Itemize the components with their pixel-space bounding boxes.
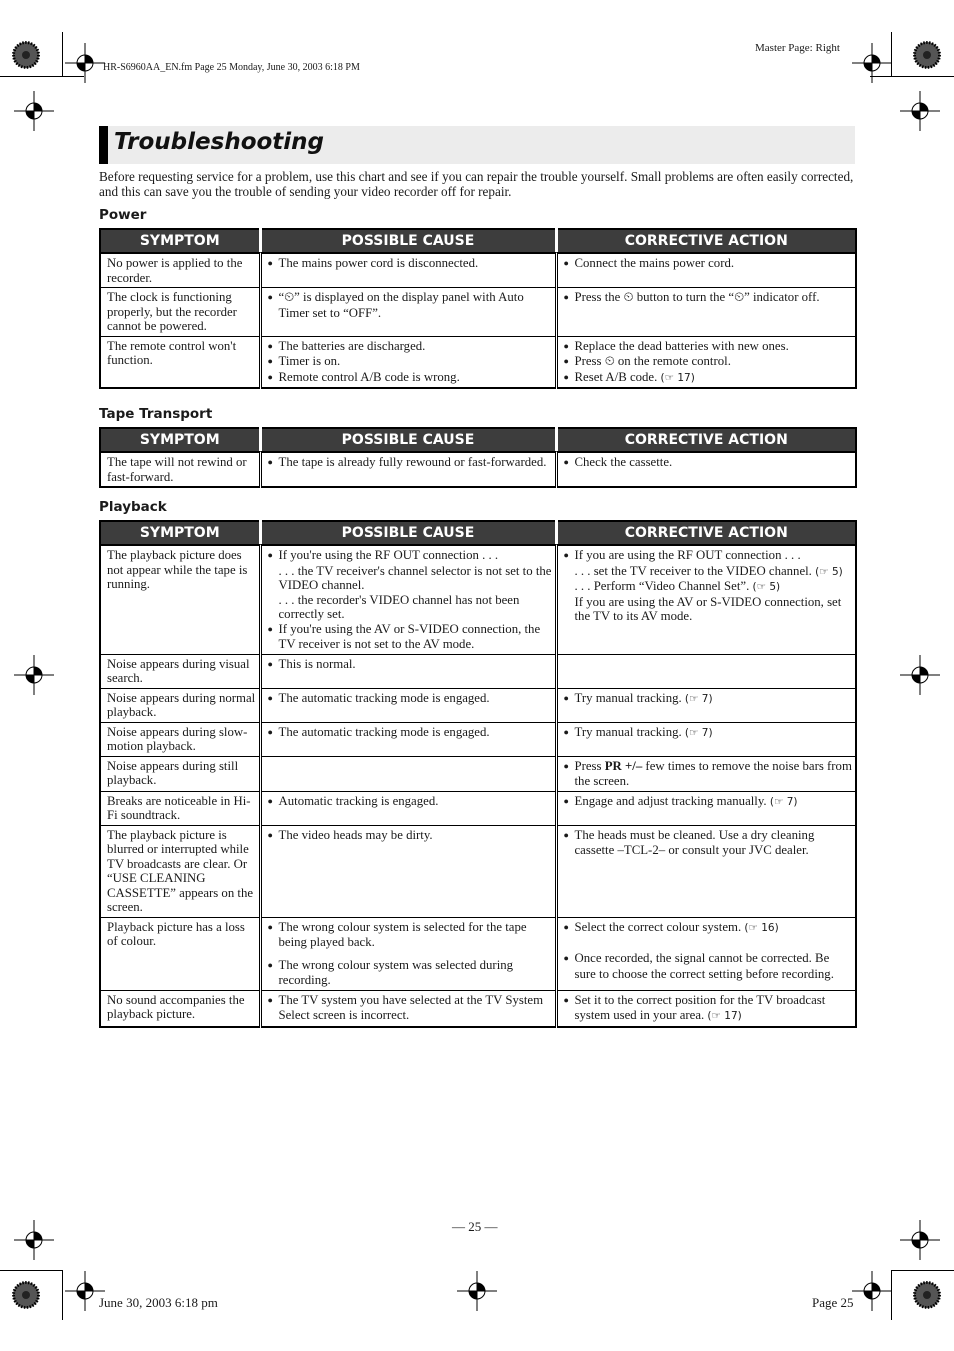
item-text: The batteries are discharged. [278, 338, 426, 353]
bullet-item [564, 548, 853, 564]
crosshair-icon [900, 1220, 940, 1260]
bullet-item [564, 290, 853, 306]
item-text: Remote control A/B code is wrong. [278, 369, 460, 384]
page-title: Troubleshooting [114, 129, 325, 155]
bullet-item [564, 370, 853, 386]
item-text: few times to remove the noise bars from the screen. [574, 758, 852, 788]
spacer [268, 950, 552, 958]
bullet-item [564, 455, 853, 471]
spacer [564, 943, 853, 951]
bullet-item [268, 920, 552, 950]
cause-cell [260, 452, 556, 487]
cause-cell [260, 545, 556, 654]
item-text: “⏲” is displayed on the display panel with Auto Timer set to “OFF”. [278, 290, 524, 320]
item-text: Try manual tracking. [574, 724, 682, 739]
crosshair-icon [900, 655, 940, 695]
page-reference: (☞ 7) [769, 795, 798, 808]
symptom-cell: No power is applied to the recorder. [100, 253, 260, 288]
item-text: Connect the mains power cord. [574, 256, 735, 270]
crosshair-icon [852, 1271, 892, 1311]
item-text: Once recorded, the signal cannot be corrected. Be sure to choose the correct setting before recording. [574, 951, 834, 981]
cause-cell [260, 336, 556, 388]
item-text: Engage and adjust tracking manually. [574, 793, 767, 808]
cause-cell [260, 654, 556, 688]
bullet-item [268, 370, 552, 386]
item-text: The video heads may be dirty. [278, 827, 433, 842]
action-cell [556, 654, 856, 688]
item-text: The automatic tracking mode is engaged. [278, 690, 490, 705]
bullet-item [564, 993, 853, 1024]
spacer [564, 935, 853, 943]
action-cell [556, 452, 856, 487]
bullet-item [564, 339, 853, 355]
item-text: . . . the TV receiver's channel selector is not set to the VIDEO channel. [278, 563, 552, 592]
bullet-item [268, 622, 552, 652]
column-header-action: CORRECTIVE ACTION [556, 229, 856, 253]
item-text: Reset A/B code. [574, 369, 658, 384]
page-number: — 25 — [452, 1219, 498, 1234]
page-reference: (☞ 5) [752, 581, 781, 593]
table-playback [99, 520, 857, 1028]
bullet-item [268, 256, 552, 272]
bullet-item [564, 920, 853, 936]
column-header-action: CORRECTIVE ACTION [556, 521, 856, 545]
item-text: Try manual tracking. [574, 690, 682, 705]
action-cell [556, 722, 856, 756]
table-row [100, 336, 856, 388]
color-target-icon [12, 41, 40, 69]
crosshair-icon [65, 43, 105, 83]
button-name: PR +/– [604, 758, 643, 773]
action-cell [556, 990, 856, 1027]
item-text: Press the ⏲ button to turn the “⏲” indicator off. [574, 290, 820, 304]
item-text: . . . the recorder's VIDEO channel has not been correctly set. [278, 592, 520, 621]
bullet-item [564, 828, 853, 858]
item-text: The TV system you have selected at the TV System Select screen is incorrect. [278, 992, 544, 1022]
footer-page: Page 25 [812, 1295, 854, 1310]
table-row [100, 825, 856, 917]
symptom-cell: No sound accompanies the playback picture. [100, 990, 260, 1027]
crosshair-icon [457, 1271, 497, 1311]
symptom-cell: Breaks are noticeable in Hi-Fi soundtrack. [100, 791, 260, 825]
table-row [100, 253, 856, 288]
bullet-item [564, 691, 853, 707]
column-header-cause: POSSIBLE CAUSE [260, 521, 556, 545]
cause-cell [260, 288, 556, 337]
color-target-icon [913, 41, 941, 69]
item-text: This is normal. [278, 656, 356, 671]
item-text: Set it to the correct position for the TV broadcast system used in your area. [574, 992, 826, 1022]
bullet-item [564, 725, 853, 741]
item-text: Select the correct colour system. [574, 919, 742, 934]
page-reference: (☞ 7) [684, 726, 713, 739]
continuation-line [564, 595, 853, 624]
header-row [100, 521, 856, 545]
bullet-item [268, 691, 552, 707]
symptom-cell: Noise appears during visual search. [100, 654, 260, 688]
page-reference: (☞ 7) [684, 692, 713, 705]
bullet-item [268, 339, 552, 355]
page-reference: (☞ 17) [707, 1010, 742, 1022]
cause-cell [260, 722, 556, 756]
table-row [100, 791, 856, 825]
bullet-item [268, 725, 552, 741]
column-header-symptom: SYMPTOM [100, 229, 260, 253]
cause-cell [260, 756, 556, 791]
table-row [100, 452, 856, 487]
table-tape-transport [99, 427, 857, 488]
crosshair-icon [852, 43, 892, 83]
item-text: The automatic tracking mode is engaged. [278, 724, 490, 739]
symptom-cell: The clock is functioning properly, but the recorder cannot be powered. [100, 288, 260, 337]
color-target-icon [12, 1281, 40, 1309]
action-cell [556, 825, 856, 917]
section-title-tape-transport: Tape Transport [99, 406, 213, 422]
table-row [100, 917, 856, 990]
crosshair-icon [14, 91, 54, 131]
header-row [100, 229, 856, 253]
symptom-cell: Playback picture has a loss of colour. [100, 917, 260, 990]
column-header-symptom: SYMPTOM [100, 428, 260, 452]
page-reference: (☞ 16) [744, 921, 779, 934]
cause-cell [260, 917, 556, 990]
title-block-marker [99, 126, 108, 164]
symptom-cell: The playback picture does not appear while the tape is running. [100, 545, 260, 654]
symptom-cell: Noise appears during slow-motion playback. [100, 722, 260, 756]
title-bar [99, 126, 855, 164]
cause-cell [260, 791, 556, 825]
action-cell [556, 545, 856, 654]
item-text: If you're using the RF OUT connection . . . [278, 548, 499, 562]
item-text: The wrong colour system was selected during recording. [278, 957, 514, 987]
table-row [100, 722, 856, 756]
cause-cell [260, 253, 556, 288]
item-text: If you're using the AV or S-VIDEO connection, the TV receiver is not set to the AV mode. [278, 621, 541, 651]
item-text: The tape is already fully rewound or fast-forwarded. [278, 455, 547, 469]
color-target-icon [913, 1281, 941, 1309]
item-text: . . . set the TV receiver to the VIDEO channel. [574, 563, 812, 578]
table-row [100, 756, 856, 791]
symptom-cell: The tape will not rewind or fast-forward. [100, 452, 260, 487]
column-header-action: CORRECTIVE ACTION [556, 428, 856, 452]
symptom-cell: Noise appears during normal playback. [100, 688, 260, 722]
table-row [100, 990, 856, 1027]
table-row [100, 545, 856, 654]
item-text: The mains power cord is disconnected. [278, 256, 479, 270]
item-text: Check the cassette. [574, 455, 673, 469]
bullet-item [564, 759, 853, 789]
bullet-item [564, 354, 853, 370]
symptom-cell: The remote control won't function. [100, 336, 260, 388]
bullet-item [564, 794, 853, 810]
bullet-item [268, 548, 552, 564]
header-row [100, 428, 856, 452]
bullet-item [268, 828, 552, 844]
table-row [100, 654, 856, 688]
item-prefix: Press [574, 758, 605, 773]
section-title-power: Power [99, 207, 147, 223]
master-page-label: Master Page: Right [755, 42, 840, 54]
page-reference: (☞ 5) [815, 565, 843, 578]
section-title-playback: Playback [99, 499, 167, 515]
action-cell [556, 688, 856, 722]
table-row [100, 288, 856, 337]
page-reference: (☞ 17) [660, 371, 695, 384]
cause-cell [260, 825, 556, 917]
action-cell [556, 756, 856, 791]
action-cell [556, 288, 856, 337]
bullet-item [268, 794, 552, 810]
symptom-cell: The playback picture is blurred or interrupted while TV broadcasts are clear. Or “USE CLEANING CASSETTE” appears on the screen. [100, 825, 260, 917]
item-text: Automatic tracking is engaged. [278, 793, 439, 808]
bullet-item [268, 993, 552, 1023]
item-text: Press ⏲ on the remote control. [574, 354, 731, 368]
intro-paragraph: Before requesting service for a problem, use this chart and see if you can repair the trouble yourself. Small problems are often easily corrected, and this can save you the trouble of sending your video recorder off for repair. [99, 169, 854, 199]
bullet-item [268, 354, 552, 370]
action-cell [556, 791, 856, 825]
footer-date: June 30, 2003 6:18 pm [99, 1295, 218, 1310]
bullet-item [268, 290, 552, 320]
action-cell [556, 917, 856, 990]
crosshair-icon [900, 91, 940, 131]
column-header-symptom: SYMPTOM [100, 521, 260, 545]
crosshair-icon [14, 655, 54, 695]
cause-cell [260, 990, 556, 1027]
continuation-line [564, 564, 853, 580]
bullet-item [564, 951, 853, 981]
crosshair-icon [14, 1220, 54, 1260]
item-text: Replace the dead batteries with new ones. [574, 338, 789, 353]
bullet-item [268, 657, 552, 673]
action-cell [556, 336, 856, 388]
item-text: If you are using the RF OUT connection . . . [574, 548, 801, 562]
item-text: The wrong colour system is selected for the tape being played back. [278, 919, 527, 949]
continuation-line [564, 579, 853, 595]
table-power [99, 228, 857, 389]
item-text: If you are using the AV or S-VIDEO connection, set the TV to its AV mode. [574, 594, 842, 623]
file-info: HR-S6960AA_EN.fm Page 25 Monday, June 30, 2003 6:18 PM [103, 62, 360, 73]
item-text: The heads must be cleaned. Use a dry cleaning cassette –TCL-2– or consult your JVC dealer. [574, 827, 815, 857]
symptom-cell: Noise appears during still playback. [100, 756, 260, 791]
item-text: Timer is on. [278, 354, 341, 368]
bullet-item [268, 455, 552, 471]
action-cell [556, 253, 856, 288]
column-header-cause: POSSIBLE CAUSE [260, 229, 556, 253]
cause-cell [260, 688, 556, 722]
column-header-cause: POSSIBLE CAUSE [260, 428, 556, 452]
bullet-item [564, 256, 853, 272]
continuation-line [268, 593, 552, 622]
table-row [100, 688, 856, 722]
bullet-item [268, 958, 552, 988]
item-text: . . . Perform “Video Channel Set”. [574, 579, 750, 593]
continuation-line [268, 564, 552, 593]
